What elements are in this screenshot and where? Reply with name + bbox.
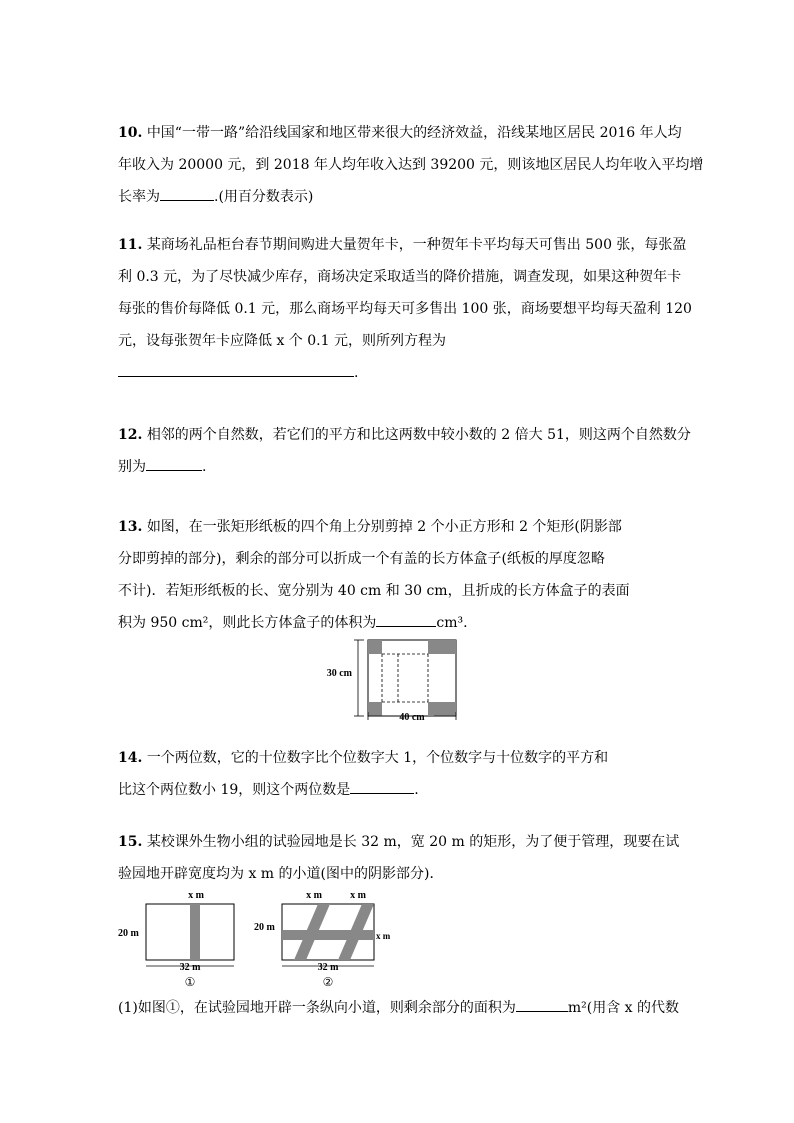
question-text: . xyxy=(202,459,207,475)
figure-caption: ① xyxy=(184,975,196,989)
question-number: 11. xyxy=(118,237,143,253)
question-text: 年收入为 20000 元，到 2018 年人均年收入达到 39200 元，则该地区居民人均年收入平均增 xyxy=(118,157,704,173)
question-text: 验园地开辟宽度均为 x m 的小道(图中的阴影部分)． xyxy=(118,866,444,882)
question-number: 13. xyxy=(118,519,143,535)
height-label: 30 cm xyxy=(326,668,352,679)
question-text: 中国“一带一路”给沿线国家和地区带来很大的经济效益，沿线某地区居民 2016 年人均 xyxy=(146,125,682,141)
path-width-label: x m xyxy=(376,931,391,941)
path-width-label: x m xyxy=(188,890,204,901)
question-text: (1)如图①，在试验园地开辟一条纵向小道，则剩余部分的面积为 xyxy=(118,1000,516,1016)
question-text: 一个两位数，它的十位数字比个位数字大 1，个位数字与十位数字的平方和 xyxy=(146,750,609,766)
height-label: 20 m xyxy=(118,928,139,939)
question-text: 积为 950 cm²，则此长方体盒子的体积为 xyxy=(118,615,377,631)
vertical-path xyxy=(190,904,200,960)
cut-corner-top-right xyxy=(428,640,456,654)
garden-figure-2 xyxy=(252,886,394,990)
question-12 xyxy=(118,419,691,483)
question-text: 比这个两位数小 19，则这个两位数是 xyxy=(118,782,351,798)
question-number: 12. xyxy=(118,427,143,443)
height-label: 20 m xyxy=(254,922,275,933)
garden-figure-1 xyxy=(116,886,240,990)
question-text: m²(用含 x 的代数 xyxy=(567,1000,679,1016)
box-net-figure xyxy=(326,634,470,723)
question-text: 每张的售价每降低 0.1 元，那么商场平均每天可多售出 100 张，商场要想平均每天盈利 120 xyxy=(118,301,692,317)
answer-blank[interactable] xyxy=(516,993,568,1012)
figure-caption: ② xyxy=(322,975,334,989)
question-15-part-1 xyxy=(118,992,678,1024)
question-text: 长率为 xyxy=(118,189,160,205)
question-13 xyxy=(118,511,678,639)
question-text: .(用百分数表示) xyxy=(214,189,314,205)
question-text: 相邻的两个自然数，若它们的平方和比这两数中较小数的 2 倍大 51，则这两个自然数分 xyxy=(146,427,691,443)
path-width-label: x m xyxy=(350,890,366,901)
question-number: 14. xyxy=(118,750,143,766)
width-label: 32 m xyxy=(179,962,201,973)
answer-blank[interactable] xyxy=(350,775,414,794)
question-10 xyxy=(118,117,704,213)
cut-corner-bottom-right xyxy=(428,702,456,716)
question-text: 分即剪掉的部分)，剩余的部分可以折成一个有盖的长方体盒子(纸板的厚度忽略 xyxy=(118,551,605,567)
question-number: 15. xyxy=(118,834,143,850)
question-text: 不计)．若矩形纸板的长、宽分别为 40 cm 和 30 cm，且折成的长方体盒子的表面 xyxy=(118,583,630,599)
question-text: cm³. xyxy=(436,615,468,631)
question-text: 如图，在一张矩形纸板的四个角上分别剪掉 2 个小正方形和 2 个矩形(阴影部 xyxy=(146,519,622,535)
cut-corner-top-left xyxy=(368,640,382,654)
question-14 xyxy=(118,742,678,806)
answer-blank[interactable] xyxy=(118,358,354,377)
answer-blank[interactable] xyxy=(376,608,436,627)
question-text: . xyxy=(354,365,359,381)
question-11 xyxy=(118,229,692,389)
cut-corner-bottom-left xyxy=(368,702,382,716)
question-15 xyxy=(118,826,678,890)
question-number: 10. xyxy=(118,125,143,141)
width-label: 32 m xyxy=(317,962,339,973)
question-text: 某校课外生物小组的试验园地是长 32 m，宽 20 m 的矩形，为了便于管理，现要在试 xyxy=(146,834,680,850)
question-text: 别为 xyxy=(118,459,146,475)
question-text: . xyxy=(414,782,419,798)
answer-blank[interactable] xyxy=(160,182,214,201)
width-label: 40 cm xyxy=(399,712,425,723)
question-text: 元，设每张贺年卡应降低 x 个 0.1 元，则所列方程为 xyxy=(118,333,446,349)
question-text: 利 0.3 元，为了尽快减少库存，商场决定采取适当的降价措施，调查发现，如果这种贺年卡 xyxy=(118,269,682,285)
question-text: 某商场礼品柜台春节期间购进大量贺年卡，一种贺年卡平均每天可售出 500 张，每张盈 xyxy=(146,237,687,253)
answer-blank[interactable] xyxy=(146,452,202,471)
path-width-label: x m xyxy=(306,890,322,901)
